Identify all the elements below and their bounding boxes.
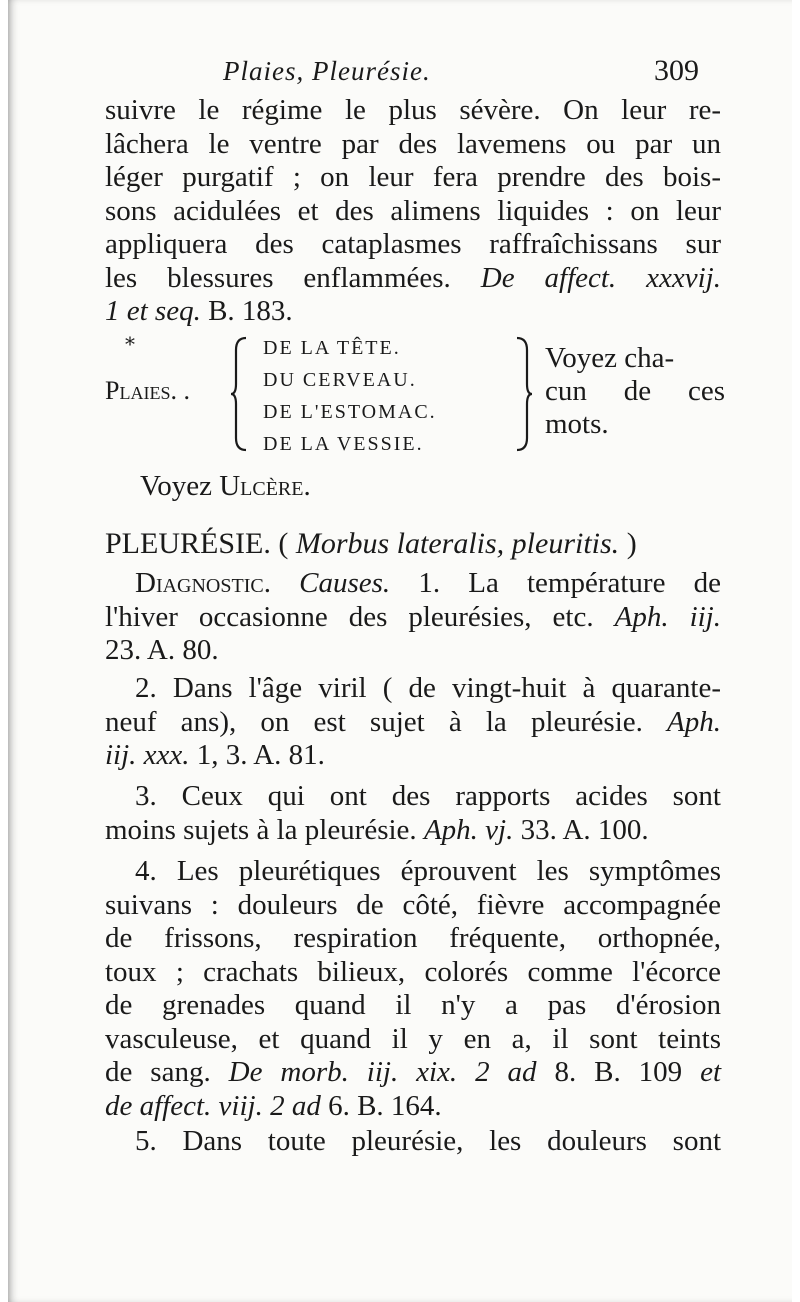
text-line: 2. Dans l'âge viril ( de vingt-huit à quarante- — [135, 672, 721, 704]
cross-reference-table — [105, 332, 725, 462]
text-line: appliquera des cataplasmes raffraîchissans sur — [105, 228, 721, 260]
text-line: cun de ces — [545, 375, 725, 407]
cross-reference-link: Ulcère. — [219, 470, 311, 502]
citation: Aph. — [667, 705, 721, 738]
text-line: suivre le régime le plus sévère. On leur re- — [105, 94, 721, 126]
right-brace-icon — [515, 336, 533, 452]
text-line: toux ; crachats bilieux, colorés comme l'écorce — [105, 955, 721, 988]
text-line: sons acidulées et des alimens liquides : on leur — [105, 194, 721, 227]
heading-close: ) — [619, 527, 637, 560]
paragraph-item-2 — [105, 672, 721, 773]
page-number: 309 — [654, 54, 699, 87]
text-span: moins sujets à la pleurésie. — [105, 813, 424, 846]
paragraph-item-5 — [105, 1125, 721, 1159]
text-line: Voyez cha- — [545, 342, 675, 374]
text-line: de grenades quand il n'y a pas d'érosion — [105, 989, 721, 1021]
text-line: 23. A. 80. — [105, 634, 219, 666]
running-head: Plaies, Pleurésie. — [223, 56, 431, 86]
text-line — [105, 739, 721, 773]
text-line — [105, 295, 721, 329]
text-line: vasculeuse, et quand il y en a, il sont teints — [105, 1022, 721, 1055]
text-line — [105, 601, 721, 635]
asterisk: * — [125, 332, 135, 356]
text-span: de sang. — [105, 1056, 229, 1088]
text-line: 5. Dans toute pleurésie, les douleurs sont — [135, 1125, 721, 1157]
citation: De affect. xxxvij. — [480, 261, 721, 294]
paragraph-wound-treatment — [105, 94, 721, 329]
text-line: mots. — [545, 408, 609, 440]
citation: de affect. viij. 2 ad — [105, 1089, 321, 1122]
text-line: lâchera le ventre par des lavemens ou par un — [105, 127, 721, 160]
citation: Aph. vj. — [423, 813, 514, 846]
text-line: léger purgatif ; on leur fera prendre des bois- — [105, 161, 721, 193]
subentry-tete: DE LA TÊTE. — [263, 337, 401, 359]
left-brace-icon — [230, 336, 248, 452]
text-line — [105, 706, 721, 740]
text-line: de frissons, respiration fréquente, orthopnée, — [105, 922, 721, 954]
text-span: B. 183. — [200, 295, 293, 327]
see-each-note — [545, 342, 725, 441]
text-span: 1, 3. A. 81. — [189, 739, 325, 771]
see-also-ulcere — [140, 470, 756, 504]
text-span: Voyez — [140, 470, 220, 502]
text-line: 4. Les pleurétiques éprouvent les symptômes — [135, 855, 721, 887]
text-span: 33. A. 100. — [513, 813, 649, 846]
citation: De morb. iij. xix. 2 ad — [228, 1056, 537, 1088]
text-span: 6. B. 164. — [320, 1089, 442, 1122]
text-line — [140, 470, 756, 504]
text-line — [105, 1056, 721, 1090]
citation: 1 et seq. — [105, 295, 201, 327]
subsection-label: Causes. — [270, 567, 391, 599]
entry-plaies: Plaies. . — [105, 376, 190, 405]
paragraph-diagnostic-1 — [105, 567, 721, 668]
heading-latin: Morbus lateralis, pleuritis. — [295, 527, 620, 560]
paragraph-item-4 — [105, 855, 721, 1123]
citation: Aph. iij. — [614, 600, 721, 633]
text-line — [105, 567, 721, 601]
text-span: neuf ans), on est sujet à la pleurésie. — [105, 705, 668, 738]
text-span: les blessures enflammées. — [105, 261, 481, 294]
citation: et — [700, 1056, 722, 1088]
text-line — [105, 262, 721, 296]
text-line: suivans : douleurs de côté, fièvre accompagnée — [105, 888, 721, 921]
text-line — [105, 1090, 721, 1124]
entry-heading-pleuresie — [105, 527, 637, 561]
citation: iij. xxx. — [105, 739, 190, 771]
text-span: 8. B. 109 — [536, 1056, 701, 1088]
heading-term: PLEURÉSIE. ( — [105, 527, 296, 560]
text-line — [105, 814, 721, 848]
text-span: l'hiver occasionne des pleurésies, etc. — [105, 600, 615, 633]
text-span: 1. La température de — [390, 567, 721, 599]
page-header — [8, 52, 792, 92]
section-label: Diagnostic. — [135, 567, 271, 599]
subentry-cerveau: DU CERVEAU. — [263, 369, 417, 391]
book-page — [8, 0, 792, 1302]
subentry-list — [263, 332, 437, 460]
text-line: 3. Ceux qui ont des rapports acides sont — [135, 780, 721, 812]
paragraph-item-3 — [105, 780, 721, 847]
subentry-estomac: DE L'ESTOMAC. — [263, 401, 437, 423]
subentry-vessie: DE LA VESSIE. — [263, 433, 424, 455]
